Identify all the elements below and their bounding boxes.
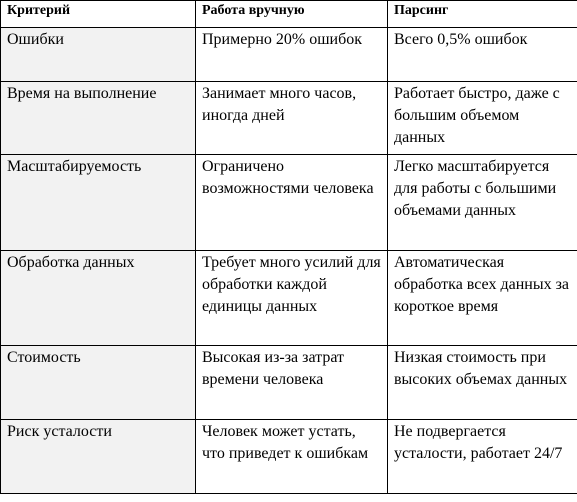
manual-cell: Человек может устать, что приведет к ошибкам <box>196 420 388 494</box>
parsing-cell: Работает быстро, даже с большим объемом данных <box>388 82 577 155</box>
parsing-cell: Не подвергается усталости, работает 24/7 <box>388 420 577 494</box>
header-parsing: Парсинг <box>388 1 577 28</box>
manual-cell: Примерно 20% ошибок <box>196 28 388 82</box>
criterion-cell: Обработка данных <box>1 251 196 346</box>
manual-cell: Требует много усилий для обработки каждой единицы данных <box>196 251 388 346</box>
table-row <box>1 155 577 251</box>
parsing-cell: Автоматическая обработка всех данных за короткое время <box>388 251 577 346</box>
criterion-cell: Ошибки <box>1 28 196 82</box>
parsing-cell: Низкая стоимость при высоких объемах данных <box>388 346 577 420</box>
criterion-cell: Стоимость <box>1 346 196 420</box>
table-row <box>1 251 577 346</box>
table-row <box>1 346 577 420</box>
header-criterion: Критерий <box>1 1 196 28</box>
table-row <box>1 28 577 82</box>
manual-cell: Высокая из-за затрат времени человека <box>196 346 388 420</box>
header-manual: Работа вручную <box>196 1 388 28</box>
manual-cell: Занимает много часов, иногда дней <box>196 82 388 155</box>
table-row <box>1 82 577 155</box>
manual-cell: Ограничено возможностями человека <box>196 155 388 251</box>
parsing-cell: Всего 0,5% ошибок <box>388 28 577 82</box>
criterion-cell: Время на выполнение <box>1 82 196 155</box>
table-row <box>1 420 577 494</box>
criterion-cell: Риск усталости <box>1 420 196 494</box>
table-header-row <box>1 1 577 28</box>
criterion-cell: Масштабируемость <box>1 155 196 251</box>
parsing-cell: Легко масштабируется для работы с большими объемами данных <box>388 155 577 251</box>
